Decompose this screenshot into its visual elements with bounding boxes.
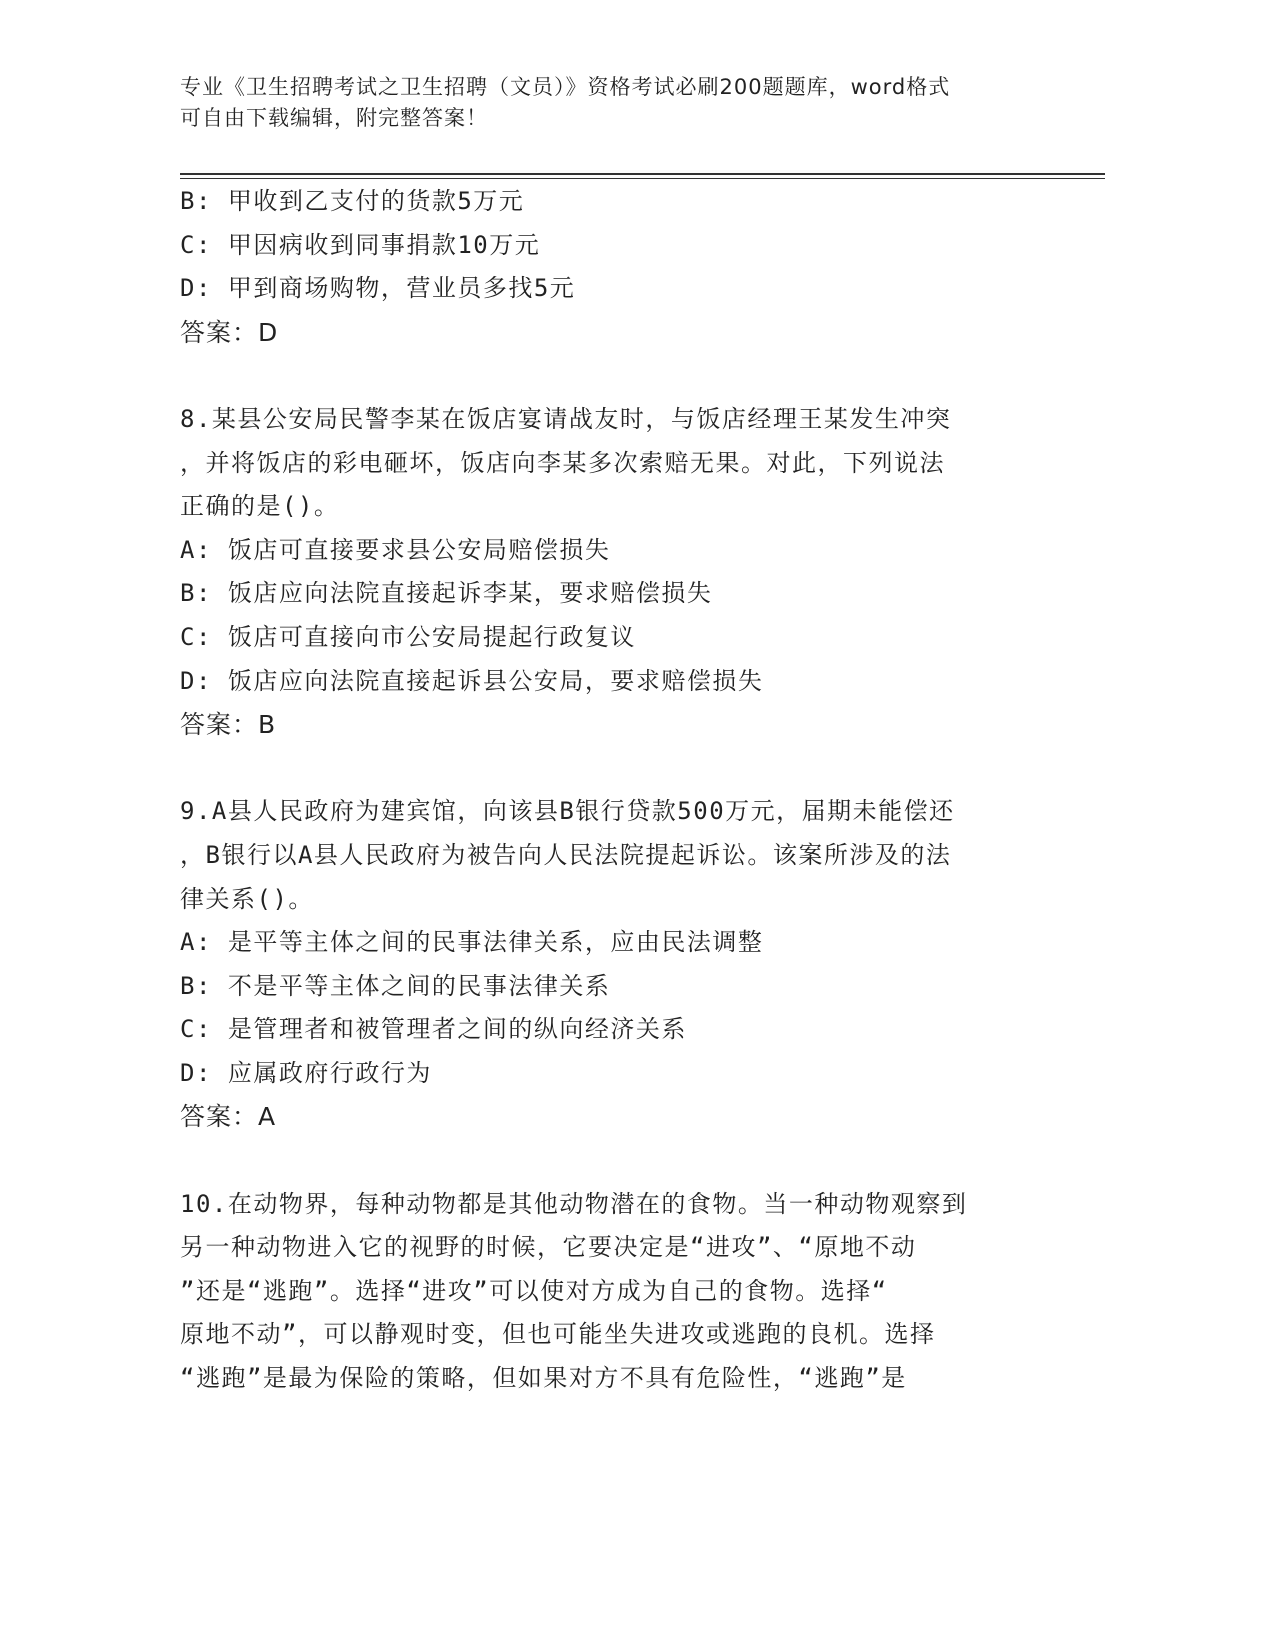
option-b: B: 甲收到乙支付的货款5万元 xyxy=(180,187,525,215)
question-10 xyxy=(180,1183,1050,1401)
spacer xyxy=(180,354,1050,398)
question-stem-line: 9.A县人民政府为建宾馆，向该县B银行贷款500万元，届期未能偿还 xyxy=(180,797,955,826)
question-stem-line: ，并将饭店的彩电砸坏，饭店向李某多次索赔无果。对此，下列说法 xyxy=(180,448,945,477)
answer-line: 答案：A xyxy=(180,1102,277,1132)
option-c: C: 甲因病收到同事捐款10万元 xyxy=(180,230,541,259)
spacer xyxy=(180,1139,1050,1183)
question-7-tail xyxy=(180,180,1050,354)
question-stem-line: 律关系()。 xyxy=(180,884,314,913)
question-9 xyxy=(180,790,1050,1139)
option-b: B: 不是平等主体之间的民事法律关系 xyxy=(180,971,611,1000)
question-stem-line: 10.在动物界，每种动物都是其他动物潜在的食物。当一种动物观察到 xyxy=(180,1189,968,1218)
document-header xyxy=(180,72,1060,134)
option-d: D: 应属政府行政行为 xyxy=(180,1058,432,1087)
option-c: C: 是管理者和被管理者之间的纵向经济关系 xyxy=(180,1015,687,1044)
option-b: B: 饭店应向法院直接起诉李某，要求赔偿损失 xyxy=(180,579,713,608)
spacer xyxy=(180,747,1050,791)
header-rule-thick xyxy=(180,173,1105,175)
option-d: D: 甲到商场购物，营业员多找5元 xyxy=(180,274,576,303)
question-stem-line: 原地不动”，可以静观时变，但也可能坐失进攻或逃跑的良机。选择 xyxy=(180,1320,936,1349)
answer-line: 答案：D xyxy=(180,317,279,347)
header-line-2: 可自由下载编辑，附完整答案！ xyxy=(180,106,488,130)
question-stem-line: 另一种动物进入它的视野的时候，它要决定是“进攻”、“原地不动 xyxy=(180,1233,917,1262)
document-body xyxy=(180,180,1050,1401)
question-stem-line: ，B银行以A县人民政府为被告向人民法院提起诉讼。该案所涉及的法 xyxy=(180,840,952,869)
header-rule-thin xyxy=(180,178,1105,179)
question-stem-line: ”还是“逃跑”。选择“进攻”可以使对方成为自己的食物。选择“ xyxy=(180,1276,888,1305)
question-8 xyxy=(180,398,1050,747)
answer-line: 答案：B xyxy=(180,710,277,740)
question-stem-line: 8.某县公安局民警李某在饭店宴请战友时，与饭店经理王某发生冲突 xyxy=(180,404,952,433)
option-a: A: 是平等主体之间的民事法律关系，应由民法调整 xyxy=(180,928,764,957)
option-d: D: 饭店应向法院直接起诉县公安局，要求赔偿损失 xyxy=(180,666,764,695)
option-a: A: 饭店可直接要求县公安局赔偿损失 xyxy=(180,535,611,564)
header-line-1: 专业《卫生招聘考试之卫生招聘（文员）》资格考试必刷200题题库，word格式 xyxy=(180,75,951,99)
option-c: C: 饭店可直接向市公安局提起行政复议 xyxy=(180,622,636,651)
question-stem-line: “逃跑”是最为保险的策略，但如果对方不具有危险性，“逃跑”是 xyxy=(180,1364,907,1393)
question-stem-line: 正确的是()。 xyxy=(180,492,340,521)
